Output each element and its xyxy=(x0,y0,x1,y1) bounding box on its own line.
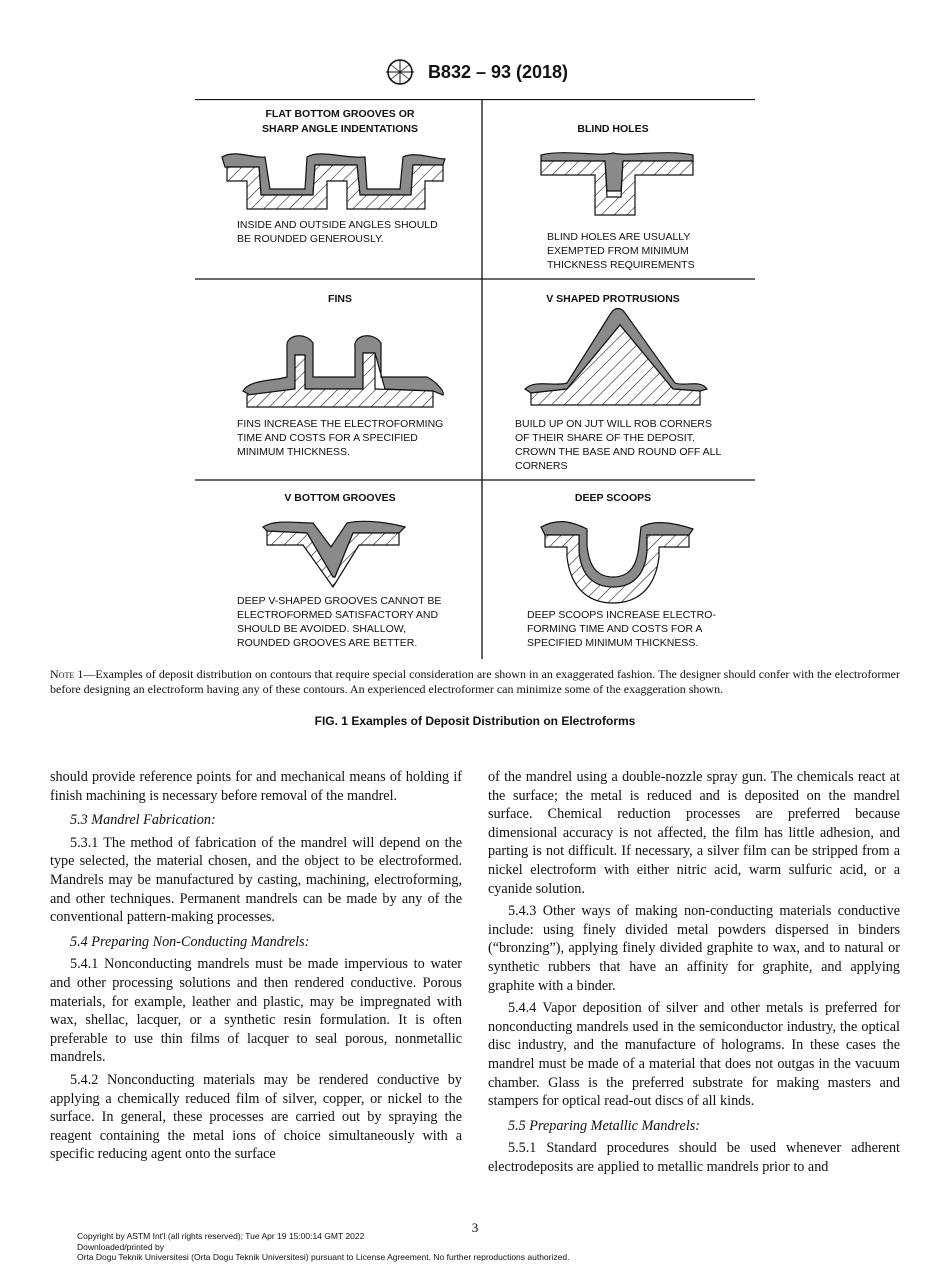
panel-v-protrusions xyxy=(515,293,721,472)
paragraph: 5.5.1 Standard procedures should be used whenever adherent electrodeposits are applied to metallic mandrels prior to and xyxy=(488,1140,900,1175)
panel-caption: INSIDE AND OUTSIDE ANGLES SHOULD xyxy=(237,219,438,231)
section-heading xyxy=(50,811,462,830)
panel-caption: OF THEIR SHARE OF THE DEPOSIT. xyxy=(515,432,695,444)
panel-title: FLAT BOTTOM GROOVES OR xyxy=(265,108,415,120)
figure-1 xyxy=(195,99,755,659)
panel-title: V BOTTOM GROOVES xyxy=(284,492,396,504)
figure-note xyxy=(50,667,900,697)
note-text: —Examples of deposit distribution on contours that require special consideration are shown in an exaggerated fashion. The designer should confer with the electroformer before designing an electroform having any of these contours. An experienced electroformer can minimize some of the exaggeration shown. xyxy=(50,667,901,696)
note-label: Note 1 xyxy=(50,667,84,681)
panel-caption: DEEP V-SHAPED GROOVES CANNOT BE xyxy=(237,595,442,607)
body-column-right xyxy=(488,768,900,1180)
figure-1-graphic xyxy=(195,99,755,659)
footer-line: Downloaded/printed by xyxy=(77,1241,164,1252)
astm-logo-icon xyxy=(382,58,418,86)
standard-designation: B832 – 93 (2018) xyxy=(427,61,569,82)
panel-caption: BE ROUNDED GENEROUSLY. xyxy=(237,233,384,245)
panel-caption: THICKNESS REQUIREMENTS xyxy=(547,259,695,271)
panel-title: V SHAPED PROTRUSIONS xyxy=(546,293,680,305)
paragraph: 5.4.1 Nonconducting mandrels must be made impervious to water and other processing solutions and then rendered conductive. Porous materials, for example, leather and plastic, may be impregnated with wax, shellac, lacquer, or a synthetic resin formulation. It is often preferable to use thin films of lacquer to seal porous, nonmetallic mandrels. xyxy=(50,956,462,1066)
paragraph: 5.4.2 Nonconducting materials may be rendered conductive by applying a chemically reduced film of silver, copper, or nickel to the surface. In general, these processes are carried out by spraying the reagent containing the metal ions of choice simultaneously with a specific reducing agent onto the surface xyxy=(50,1071,462,1163)
panel-blind-holes xyxy=(541,123,695,271)
body-column-left xyxy=(50,768,462,1168)
panel-title: DEEP SCOOPS xyxy=(574,492,652,504)
panel-caption: TIME AND COSTS FOR A SPECIFIED xyxy=(237,432,418,444)
panel-caption: CROWN THE BASE AND ROUND OFF ALL xyxy=(515,446,722,458)
footer-line: Orta Dogu Teknik Universitesi (Orta Dogu Teknik Universitesi) pursuant to License Agreement. No further reproductions authorized. xyxy=(77,1252,570,1262)
panel-caption: MINIMUM THICKNESS. xyxy=(237,446,350,458)
paragraph: 5.4.4 Vapor deposition of silver and other metals is preferred for nonconducting mandrels used in the semiconductor industry, the optical disc industry, and the manufacture of holograms. In these cases the mandrel must be made of a material that does not outgas in the vacuum chamber. Glass is the preferred substrate for making masters and stampers for optical read-out discs of all kinds. xyxy=(488,1000,900,1110)
section-heading-text: 5.5 Preparing Metallic Mandrels: xyxy=(508,1117,701,1134)
panel-caption: CORNERS xyxy=(515,460,568,472)
panel-title: SHARP ANGLE INDENTATIONS xyxy=(262,123,418,135)
panel-title: BLIND HOLES xyxy=(577,123,649,135)
panel-caption: FINS INCREASE THE ELECTROFORMING xyxy=(237,418,444,430)
panel-caption: SPECIFIED MINIMUM THICKNESS. xyxy=(527,637,699,649)
page-number: 3 xyxy=(471,1220,479,1235)
footer-line: Copyright by ASTM Int'l (all rights reserved); Tue Apr 19 15:00:14 GMT 2022 xyxy=(77,1231,365,1241)
page-header xyxy=(0,58,950,86)
panel-caption: ELECTROFORMED SATISFACTORY AND xyxy=(237,609,439,621)
panel-caption: SHOULD BE AVOIDED. SHALLOW, xyxy=(237,623,407,635)
panel-caption: DEEP SCOOPS INCREASE ELECTRO- xyxy=(527,609,716,621)
panel-deep-scoops xyxy=(527,492,716,649)
panel-caption: BLIND HOLES ARE USUALLY xyxy=(547,231,691,243)
panel-flat-bottom-grooves xyxy=(222,108,445,245)
figure-caption: FIG. 1 Examples of Deposit Distribution on Electroforms xyxy=(314,714,636,728)
copyright-footer xyxy=(77,1231,569,1263)
paragraph: of the mandrel using a double-nozzle spray gun. The chemicals react at the surface; the metal is reduced and is deposited on the mandrel surface. Chemical reduction processes are preferred because dimensional accuracy is not affected, the film has little adhesion, and parting is not difficult. If necessary, a silver film can be stripped from a nickel electroform with either nitric acid, warm sulfuric acid, or a cyanide solution. xyxy=(488,769,900,897)
panel-caption: FORMING TIME AND COSTS FOR A xyxy=(527,623,703,635)
panel-caption: EXEMPTED FROM MINIMUM xyxy=(547,245,689,257)
panel-title: FINS xyxy=(328,293,352,305)
section-heading xyxy=(50,933,462,952)
paragraph: 5.4.3 Other ways of making non-conducting materials conductive include: using finely divided metal powders dispersed in binders (“bronzing”), applying finely divided graphite to wax, and to natural or synthetic rubbers that have an affinity for graphite, and applying graphite with a binder. xyxy=(488,903,900,994)
paragraph: 5.3.1 The method of fabrication of the mandrel will depend on the type selected, the material chosen, and the object to be electroformed. Mandrels may be manufactured by casting, machining, electroforming, and other techniques. Permanent mandrels can be made by any of the conventional pattern-making processes. xyxy=(50,834,462,926)
section-heading xyxy=(488,1117,900,1136)
section-heading-text: 5.4 Preparing Non-Conducting Mandrels: xyxy=(70,933,310,950)
section-heading-text: 5.3 Mandrel Fabrication: xyxy=(70,812,216,829)
panel-fins xyxy=(237,293,443,458)
panel-caption: ROUNDED GROOVES ARE BETTER. xyxy=(237,637,418,649)
paragraph: should provide reference points for and mechanical means of holding if finish machining is necessary before removal of the mandrel. xyxy=(50,769,462,804)
panel-v-bottom-grooves xyxy=(237,492,441,649)
panel-caption: BUILD UP ON JUT WILL ROB CORNERS xyxy=(515,418,713,430)
